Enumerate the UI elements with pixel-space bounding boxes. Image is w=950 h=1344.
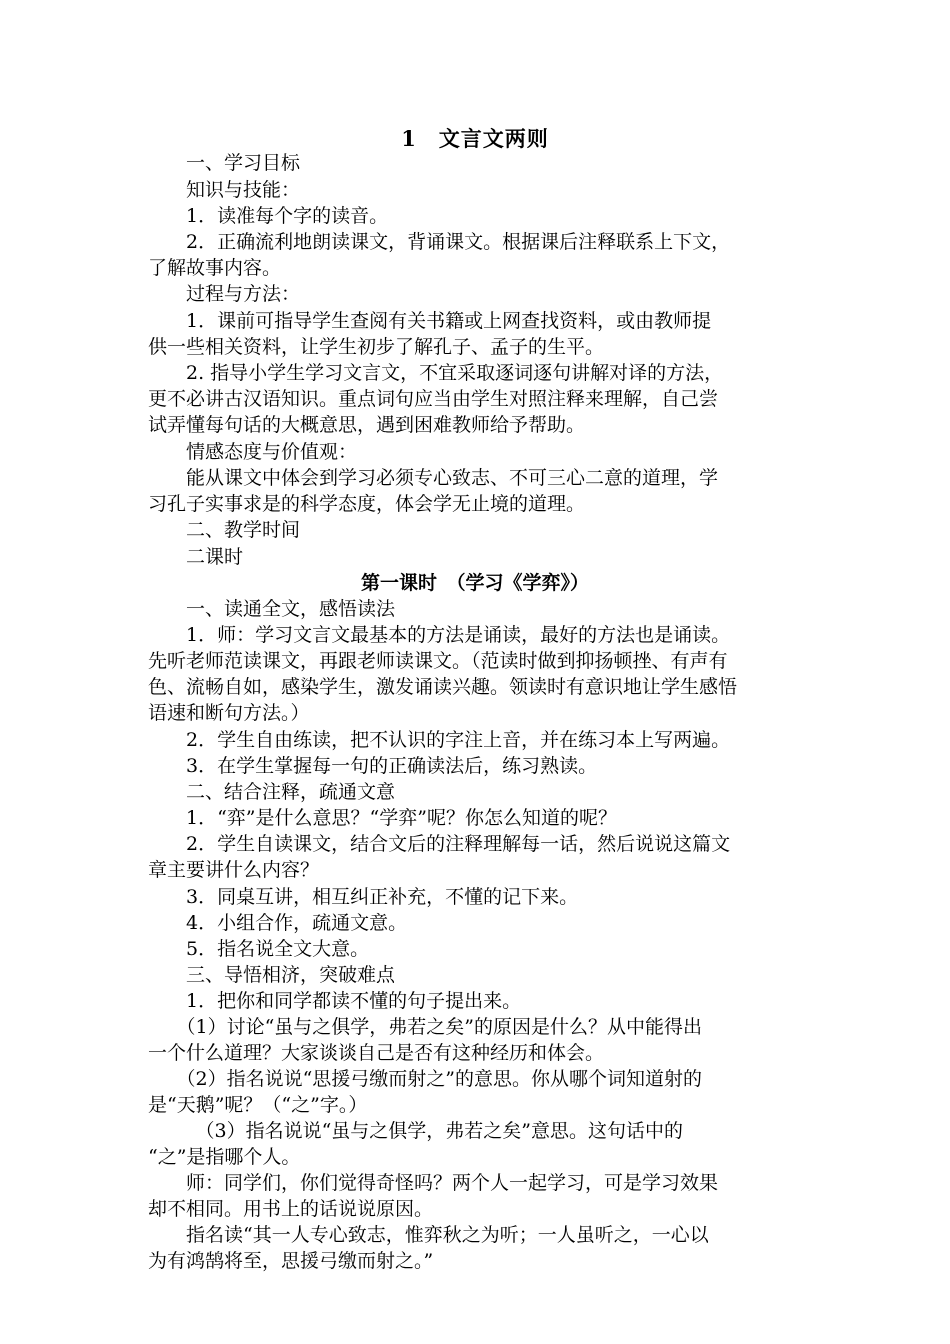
paragraph-line: 习孔子实事求是的科学态度，体会学无止境的道理。 xyxy=(148,493,586,515)
section-subtitle: 第一课时 （学习《学弈》） xyxy=(360,572,589,594)
paragraph-line: 1．把你和同学都读不懂的句子提出来。 xyxy=(148,990,522,1012)
paragraph-line: 二、结合注释，疏通文意 xyxy=(148,781,396,803)
paragraph-line: 2. 指导小学生学习文言文，不宜采取逐词逐句讲解对译的方法， xyxy=(148,362,724,384)
paragraph-line: 1．课前可指导学生查阅有关书籍或上网查找资料，或由教师提 xyxy=(148,310,712,332)
paragraph-line: 师：同学们，你们觉得奇怪吗？两个人一起学习，可是学习效果 xyxy=(148,1172,719,1194)
paragraph-line: 3．同桌互讲，相互纠正补充，不懂的记下来。 xyxy=(148,886,579,908)
paragraph-line: 2．学生自由练读，把不认识的字注上音，并在练习本上写两遍。 xyxy=(148,729,731,751)
paragraph-line: 为有鸿鹄将至，思援弓缴而射之。” xyxy=(148,1250,434,1272)
paragraph-line: 二、教学时间 xyxy=(148,519,301,541)
paragraph-line: 2．正确流利地朗读课文，背诵课文。根据课后注释联系上下文， xyxy=(148,231,731,253)
paragraph-line: 1．“弈”是什么意思？“学弈”呢？你怎么知道的呢？ xyxy=(148,807,617,829)
document-title: 1 文言文两则 xyxy=(401,126,549,151)
paragraph-line: 5．指名说全文大意。 xyxy=(148,938,370,960)
paragraph-line: 3．在学生掌握每一句的正确读法后，练习熟读。 xyxy=(148,755,598,777)
paragraph-line: “之”是指哪个人。 xyxy=(148,1146,301,1168)
paragraph-line: 2．学生自读课文，结合文后的注释理解每一话，然后说说这篇文 xyxy=(148,833,731,855)
paragraph-line: 三、导悟相济，突破难点 xyxy=(148,964,396,986)
paragraph-line: 章主要讲什么内容？ xyxy=(148,859,320,881)
paragraph-line: 一、读通全文，感悟读法 xyxy=(148,598,396,620)
paragraph-line: （3）指名说说“虽与之俱学，弗若之矣”意思。这句话中的 xyxy=(148,1120,684,1142)
paragraph-line: 试弄懂每句话的大概意思，遇到困难教师给予帮助。 xyxy=(148,414,586,436)
paragraph-line: 一个什么道理？大家谈谈自己是否有这种经历和体会。 xyxy=(148,1042,605,1064)
paragraph-line: 是“天鹅”呢？（“之”字。） xyxy=(148,1094,368,1116)
paragraph-line: 更不必讲古汉语知识。重点词句应当由学生对照注释来理解，自己尝 xyxy=(148,388,719,410)
paragraph-line: （2）指名说说“思援弓缴而射之”的意思。你从哪个词知道射的 xyxy=(148,1068,703,1090)
paragraph-line: 一、学习目标 xyxy=(148,152,301,174)
paragraph-line: 过程与方法： xyxy=(148,283,301,305)
paragraph-line: 知识与技能： xyxy=(148,179,301,201)
paragraph-line: 1．读准每个字的读音。 xyxy=(148,205,389,227)
paragraph-line: 情感态度与价值观： xyxy=(148,441,358,463)
paragraph-line: 4．小组合作，疏通文意。 xyxy=(148,912,408,934)
paragraph-line: 语速和断句方法。） xyxy=(148,702,310,724)
paragraph-line: 能从课文中体会到学习必须专心致志、不可三心二意的道理，学 xyxy=(148,467,719,489)
paragraph-line: 二课时 xyxy=(148,546,244,568)
paragraph-line: 了解故事内容。 xyxy=(148,257,282,279)
paragraph-line: 供一些相关资料，让学生初步了解孔子、孟子的生平。 xyxy=(148,336,605,358)
paragraph-line: 指名读“其一人专心致志，惟弈秋之为听；一人虽听之，一心以 xyxy=(148,1224,709,1246)
paragraph-line: 色、流畅自如，感染学生，激发诵读兴趣。领读时有意识地让学生感悟 xyxy=(148,676,738,698)
paragraph-line: 却不相同。用书上的话说说原因。 xyxy=(148,1198,434,1220)
paragraph-line: （1）讨论“虽与之俱学，弗若之矣”的原因是什么？从中能得出 xyxy=(148,1016,703,1038)
paragraph-line: 先听老师范读课文，再跟老师读课文。（范读时做到抑扬顿挫、有声有 xyxy=(148,650,728,672)
paragraph-line: 1．师：学习文言文最基本的方法是诵读，最好的方法也是诵读。 xyxy=(148,624,731,646)
